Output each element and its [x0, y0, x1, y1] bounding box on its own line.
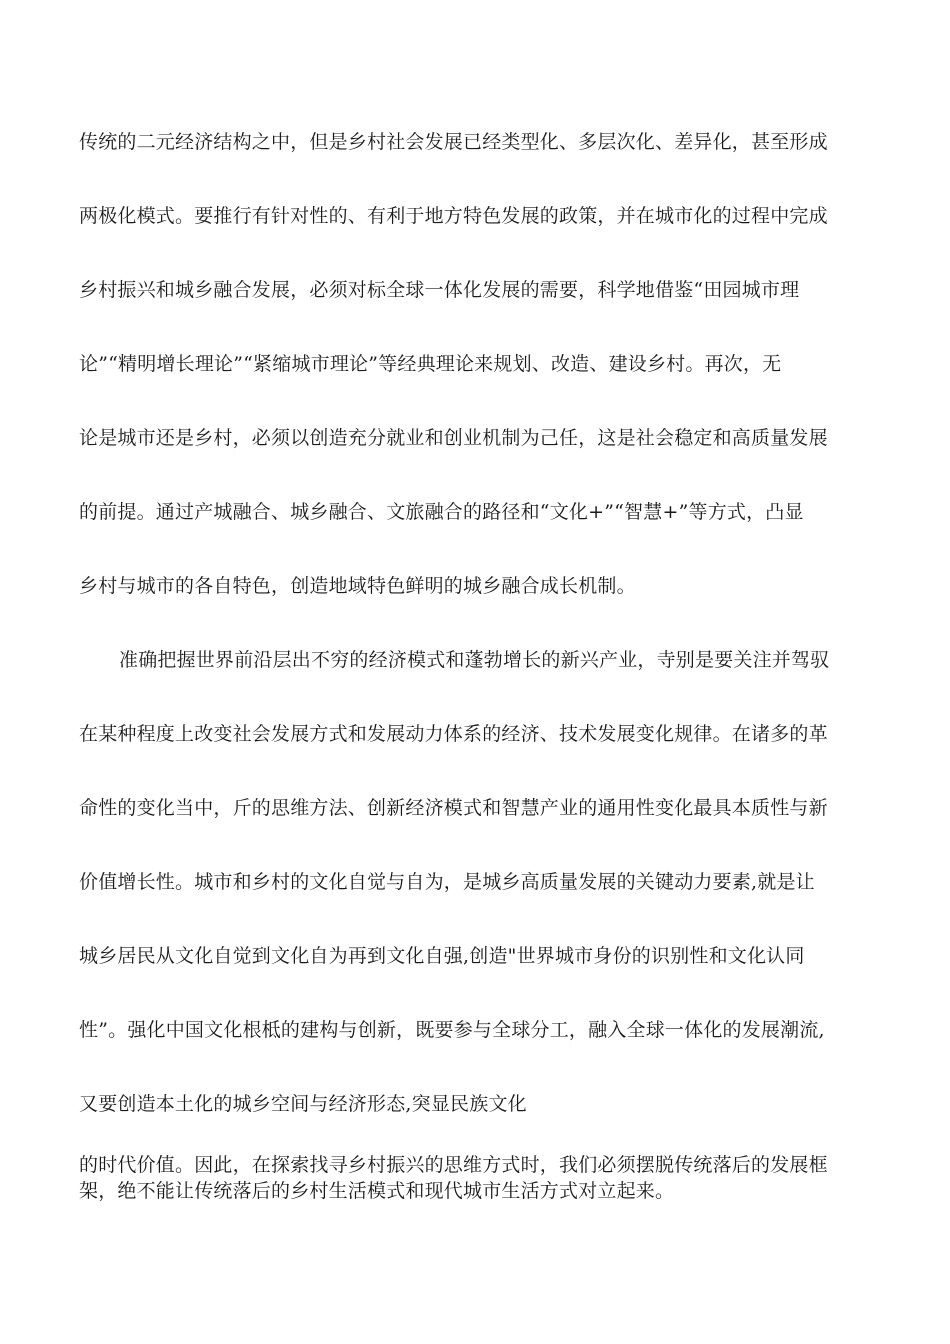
p1-line-6: 的前提。通过产城融合、城乡融合、文旅融合的路径和“文化+”“智慧+”等方式，凸显 [79, 501, 804, 523]
p1-line-5: 论是城市还是乡村，必须以创造充分就业和创业机制为己任，这是社会稳定和高质量发展 [79, 427, 828, 449]
p2-line-3: 命性的变化当中，斤的思维方法、创新经济模式和智慧产业的通用性变化最具本质性与新 [79, 797, 828, 819]
p1-line-7: 乡村与城市的各自特色，创造地域特色鲜明的城乡融合成长机制。 [79, 575, 636, 597]
p1-line-4: 论”“精明增长理论”“紧缩城市理论”等经典理论来规划、改造、建设乡村。再次，无 [79, 353, 782, 375]
p3-line-1: 的时代价值。因此，在探索找寻乡村振兴的思维方式时，我们必须摆脱传统落后的发展框 [79, 1154, 828, 1176]
p1-line-2: 两极化模式。要推行有针对性的、有利于地方特色发展的政策，并在城市化的过程中完成 [79, 205, 828, 227]
p2-line-6: 性”。强化中国文化根柢的建构与创新，既要参与全球分工，融入全球一体化的发展潮流, [79, 1019, 825, 1041]
p2-line-7: 又要创造本土化的城乡空间与经济形态,突显民族文化 [79, 1093, 527, 1115]
p1-line-1: 传统的二元经济结构之中，但是乡村社会发展已经类型化、多层次化、差异化，甚至形成 [79, 131, 828, 153]
p2-line-1: 准确把握世界前沿层出不穷的经济模式和蓬勃增长的新兴产业，寺别是要关注并驾驭 [119, 649, 830, 671]
p1-line-3: 乡村振兴和城乡融合发展，必须对标全球一体化发展的需要，科学地借鉴“田园城市理 [79, 279, 800, 301]
p3-line-2: 架，绝不能让传统落后的乡村生活模式和现代城市生活方式对立起来。 [79, 1180, 675, 1202]
p2-line-4: 价值增长性。城市和乡村的文化自觉与自为，是城乡高质量发展的关键动力要素,就是让 [79, 871, 815, 893]
p2-line-5: 城乡居民从文化自觉到文化自为再到文化自强,创造"世界城市身份的识别性和文化认同 [79, 945, 805, 967]
p2-line-2: 在某种程度上改变社会发展方式和发展动力体系的经济、技术发展变化规律。在诸多的革 [79, 723, 828, 745]
